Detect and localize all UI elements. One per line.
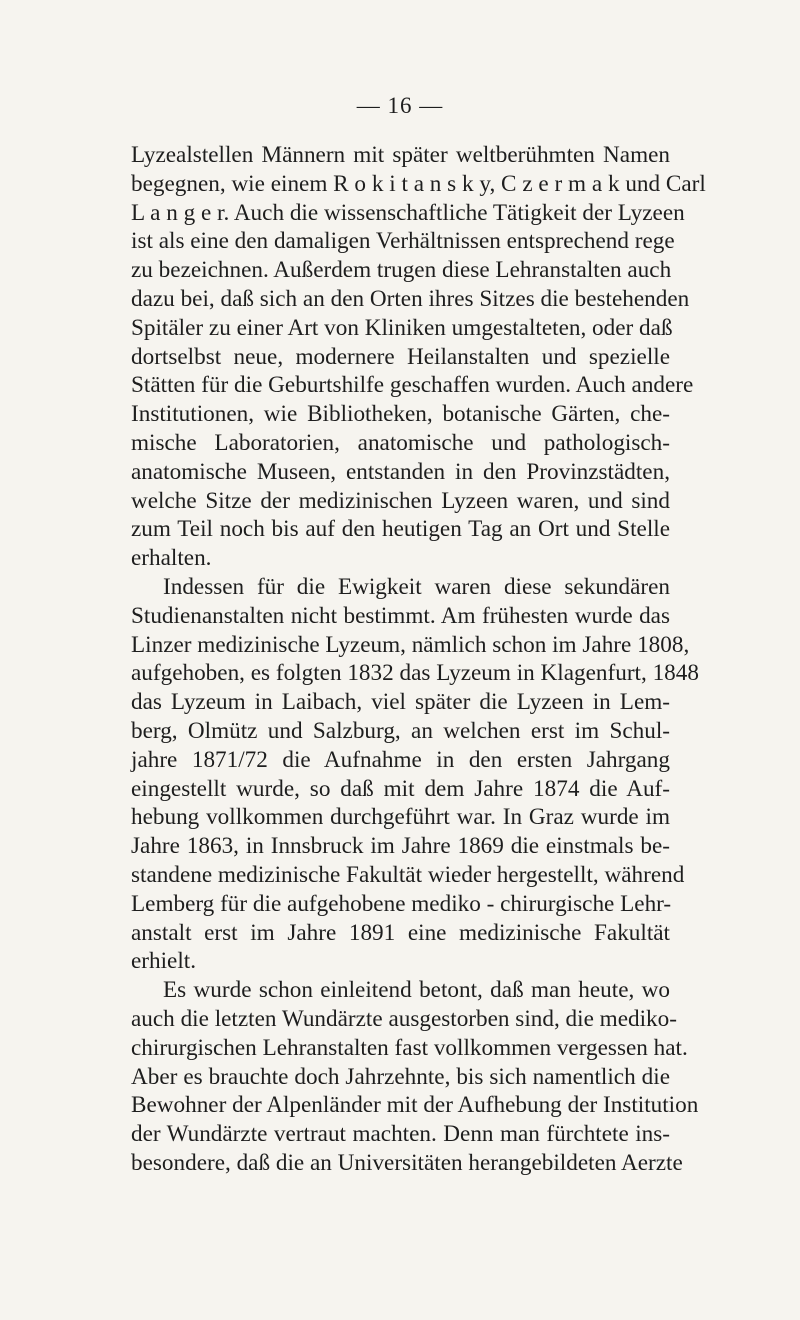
text-line: das Lyzeum in Laibach, viel später die Lyzeen in Lem- [131,689,670,716]
text-line: dazu bei, daß sich an den Orten ihres Sitzes die bestehenden [131,285,690,312]
text-line: Studienanstalten nicht bestimmt. Am frühesten wurde das [131,602,670,629]
text-line: hebung vollkommen durchgeführt war. In Graz wurde im [131,804,670,831]
page-number-header: — 16 — [356,93,444,118]
text-line: aufgehoben, es folgten 1832 das Lyzeum in Klagenfurt, 1848 [131,660,699,687]
text-line: Institutionen, wie Bibliotheken, botanische Gärten, che- [131,401,670,428]
text-line: dortselbst neue, modernere Heilanstalten und spezielle [131,343,670,370]
text-line: chirurgischen Lehranstalten fast vollkommen vergessen hat. [131,1034,688,1061]
text-line: Lemberg für die aufgehobene mediko - chirurgische Lehr- [131,890,672,917]
text-line: welche Sitze der medizinischen Lyzeen waren, und sind [131,487,670,514]
text-line: Linzer medizinische Lyzeum, nämlich schon im Jahre 1808, [131,631,690,658]
text-line: Lyzealstellen Männern mit später weltberühmten Namen [131,142,670,168]
text-line: anstalt erst im Jahre 1891 eine medizinische Fakultät [131,919,670,946]
text-line: besondere, daß die an Universitäten herangebildeten Aerzte [131,1149,683,1176]
text-line: zum Teil noch bis auf den heutigen Tag an Ort und Stelle [131,516,670,543]
text-line: begegnen, wie einem R o k i t a n s k y, C z e r m a k und Carl [131,170,706,197]
text-line: Indessen für die Ewigkeit waren diese sekundären [163,573,670,600]
text-line: zu bezeichnen. Außerdem trugen diese Lehranstalten auch [131,257,672,284]
text-line: Bewohner der Alpenländer mit der Aufhebung der Institution [131,1092,699,1119]
text-line: Jahre 1863, in Innsbruck im Jahre 1869 die einstmals be- [131,833,670,860]
body-text [131,141,706,1178]
text-line: der Wundärzte vertraut machten. Denn man fürchtete ins- [131,1121,670,1148]
text-line: anatomische Museen, entstanden in den Provinzstädten, [131,458,670,485]
text-line: mische Laboratorien, anatomische und pathologisch- [131,429,670,456]
text-line: erhalten. [131,545,212,572]
text-line: Es wurde schon einleitend betont, daß man heute, wo [163,977,670,1004]
text-line: jahre 1871/72 die Aufnahme in den ersten Jahrgang [131,746,670,773]
text-line: standene medizinische Fakultät wieder hergestellt, während [131,861,685,888]
text-line: Aber es brauchte doch Jahrzehnte, bis sich namentlich die [131,1063,670,1090]
text-line: erhielt. [131,948,197,975]
text-line: Spitäler zu einer Art von Kliniken umgestalteten, oder daß [131,314,673,341]
text-line: Stätten für die Geburtshilfe geschaffen wurden. Auch andere [131,372,694,399]
text-line: eingestellt wurde, so daß mit dem Jahre 1874 die Auf- [131,775,670,802]
text-line: auch die letzten Wundärzte ausgestorben sind, die mediko- [131,1005,677,1032]
text-line: L a n g e r. Auch die wissenschaftliche Tätigkeit der Lyzeen [131,199,685,226]
text-line: berg, Olmütz und Salzburg, an welchen erst im Schul- [131,717,670,744]
text-line: ist als eine den damaligen Verhältnissen entsprechend rege [131,228,675,255]
